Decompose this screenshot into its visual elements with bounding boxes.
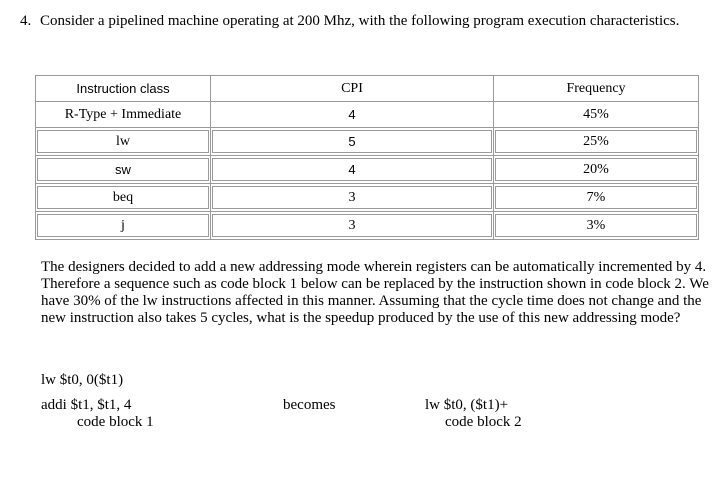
row-cpi	[211, 184, 494, 212]
code-block-2-caption: code block 2	[445, 414, 522, 430]
row-cpi-text: 3	[212, 214, 492, 237]
cpi-table	[35, 75, 699, 240]
row-frequency-text: 20%	[495, 158, 697, 181]
row-class-text: j	[37, 214, 209, 237]
row-cpi-text: 3	[212, 186, 492, 209]
row-class	[36, 128, 211, 156]
row-frequency	[494, 212, 699, 240]
row-cpi-text: 4	[212, 158, 492, 181]
row-class	[36, 184, 211, 212]
code-block-1-line-2: addi $t1, $t1, 4	[41, 397, 132, 413]
becomes-label: becomes	[283, 397, 336, 413]
table-row	[36, 212, 699, 240]
row-frequency-text: 7%	[495, 186, 697, 209]
code-block-1-caption: code block 1	[77, 414, 154, 430]
code-block-2-line-1: lw $t0, ($t1)+	[425, 397, 509, 413]
row-cpi	[211, 156, 494, 184]
row-class-text: beq	[37, 186, 209, 209]
row-frequency: 45%	[494, 102, 699, 128]
question-number: 4.	[20, 13, 32, 29]
row-class-text: lw	[37, 130, 209, 153]
code-block-1-line-1: lw $t0, 0($t1)	[41, 372, 124, 388]
row-cpi-text: 5	[212, 130, 492, 153]
header-frequency: Frequency	[494, 76, 699, 102]
problem-paragraph: The designers decided to add a new addressing mode wherein registers can be automatically incremented by 4. Therefore a sequence such as code block 1 below can be replaced by the instruction shown in code block 2. We have 30% of the lw instructions affected in this manner. Assuming that the cycle time does not change and the new instruction also takes 5 cycles, what is the speedup produced by the use of this new addressing mode?	[41, 259, 709, 326]
header-instruction-class: Instruction class	[36, 76, 211, 102]
row-frequency	[494, 156, 699, 184]
row-frequency-text: 3%	[495, 214, 697, 237]
header-cpi: CPI	[211, 76, 494, 102]
row-cpi	[211, 128, 494, 156]
row-cpi: 4	[211, 102, 494, 128]
row-class-text: sw	[37, 158, 209, 181]
table-row	[36, 128, 699, 156]
row-class	[36, 212, 211, 240]
row-class	[36, 156, 211, 184]
table-header-row	[36, 76, 699, 102]
row-frequency	[494, 128, 699, 156]
row-cpi	[211, 212, 494, 240]
table-row	[36, 102, 699, 128]
row-frequency	[494, 184, 699, 212]
table-row	[36, 156, 699, 184]
table-row	[36, 184, 699, 212]
question-text: Consider a pipelined machine operating at 200 Mhz, with the following program execution characteristics.	[40, 13, 680, 29]
row-frequency-text: 25%	[495, 130, 697, 153]
row-class: R-Type + Immediate	[36, 102, 211, 128]
